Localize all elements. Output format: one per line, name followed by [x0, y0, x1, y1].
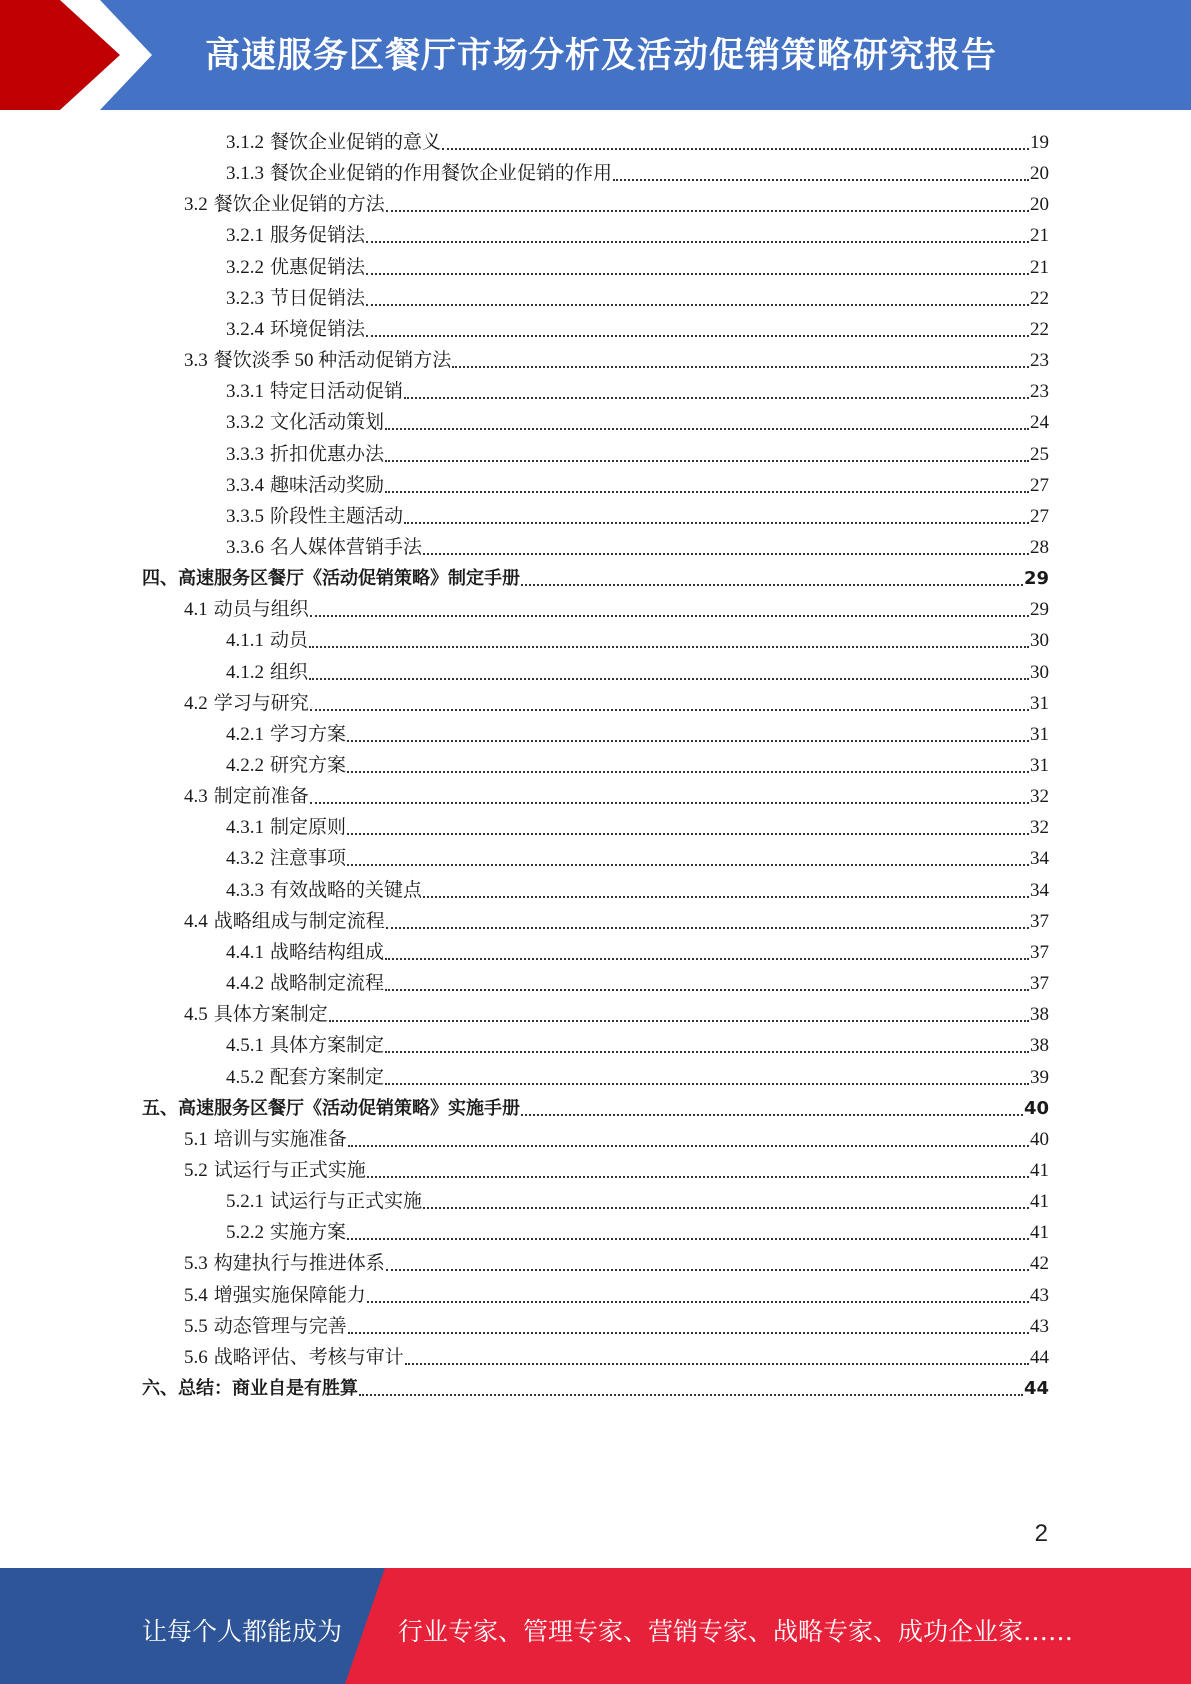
toc-entry[interactable] [226, 407, 1049, 438]
toc-entry[interactable] [184, 1124, 1049, 1155]
footer-slogan-right: 行业专家、管理专家、营销专家、战略专家、成功企业家…… [398, 1617, 1074, 1646]
toc-leader-dots [366, 304, 1029, 306]
toc-entry[interactable] [184, 999, 1049, 1030]
toc-entry[interactable] [226, 1062, 1049, 1093]
toc-leader-dots [405, 1363, 1029, 1365]
toc-entry-label: 动态管理与完善 [213, 1315, 347, 1337]
toc-entry-page: 34 [1030, 879, 1049, 901]
toc-leader-dots [385, 1051, 1029, 1053]
toc-entry[interactable] [226, 439, 1049, 470]
toc-entry-page: 23 [1030, 381, 1049, 403]
toc-entry[interactable] [184, 345, 1049, 376]
toc-entry-label: 战略制定流程 [270, 973, 385, 995]
toc-entry-page: 22 [1030, 287, 1049, 309]
toc-entry-page: 30 [1030, 630, 1049, 652]
toc-entry-number: 3.3 [184, 350, 208, 372]
toc-entry-label: 制定前准备 [213, 786, 309, 808]
toc-entry-label: 战略评估、考核与审计 [213, 1346, 404, 1368]
toc-entry-label: 试运行与正式实施 [270, 1191, 423, 1213]
toc-entry-page: 37 [1030, 910, 1049, 932]
toc-entry-page: 42 [1030, 1253, 1049, 1275]
toc-entry-page: 32 [1030, 786, 1049, 808]
toc-leader-dots [423, 553, 1029, 555]
toc-entry-page: 20 [1030, 163, 1049, 185]
toc-leader-dots [366, 241, 1029, 243]
toc-entry-label: 具体方案制定 [213, 1004, 328, 1026]
toc-entry-page: 31 [1030, 755, 1049, 776]
toc-entry[interactable] [226, 158, 1049, 189]
toc-entry-page: 29 [1023, 568, 1049, 590]
toc-entry-number: 4.3 [184, 786, 208, 808]
toc-entry-page: 32 [1030, 817, 1049, 839]
toc-leader-dots [521, 584, 1023, 586]
toc-entry-label: 试运行与正式实施 [213, 1159, 366, 1181]
toc-entry-label: 特定日活动促销 [270, 381, 404, 403]
toc-entry-page: 41 [1030, 1191, 1049, 1213]
toc-entry[interactable] [226, 220, 1049, 251]
toc-leader-dots [442, 148, 1029, 150]
toc-entry-label: 名人媒体营销手法 [270, 536, 423, 558]
toc-leader-dots [404, 522, 1029, 524]
toc-entry-page: 34 [1030, 848, 1049, 870]
toc-entry-label: 具体方案制定 [270, 1035, 385, 1057]
toc-leader-dots [385, 1083, 1029, 1085]
toc-entry-number: 5.2 [184, 1159, 208, 1181]
toc-entry-page: 20 [1030, 194, 1049, 216]
toc-leader-dots [452, 366, 1029, 368]
page-number: 2 [1034, 1520, 1048, 1547]
toc-entry[interactable] [226, 812, 1049, 843]
toc-entry-label: 配套方案制定 [270, 1066, 385, 1088]
toc-entry[interactable] [184, 1248, 1049, 1279]
toc-entry[interactable] [142, 563, 1049, 594]
toc-entry-page: 38 [1030, 1004, 1049, 1026]
toc-entry[interactable] [226, 532, 1049, 563]
toc-entry-label: 餐饮企业促销的作用餐饮企业促销的作用 [270, 163, 613, 185]
toc-entry-number: 4.1 [184, 599, 208, 621]
toc-entry[interactable] [184, 688, 1049, 719]
toc-entry-label: 高速服务区餐厅《活动促销策略》实施手册 [178, 1097, 520, 1119]
toc-entry-page: 25 [1030, 443, 1049, 465]
toc-entry-number: 5.4 [184, 1284, 208, 1306]
toc-entry-label: 培训与实施准备 [213, 1128, 347, 1150]
toc-entry[interactable] [226, 376, 1049, 407]
toc-entry-number: 3.1.2 [226, 132, 264, 153]
toc-entry-number: 5.5 [184, 1315, 208, 1337]
toc-leader-dots [423, 1207, 1029, 1209]
toc-leader-dots [521, 1114, 1023, 1116]
toc-leader-dots [386, 210, 1029, 212]
toc-entry[interactable] [226, 719, 1049, 750]
toc-entry[interactable] [142, 1373, 1049, 1404]
toc-entry[interactable] [226, 1030, 1049, 1061]
toc-entry-label: 文化活动策划 [270, 412, 385, 434]
toc-entry-label: 实施方案 [270, 1222, 347, 1244]
toc-entry-number: 4.3.3 [226, 879, 264, 901]
toc-entry-label: 学习方案 [270, 723, 347, 745]
toc-entry-number: 5.2.1 [226, 1191, 264, 1213]
toc-entry-label: 制定原则 [270, 817, 347, 839]
toc-entry[interactable] [226, 968, 1049, 999]
toc-entry-number: 4.4 [184, 910, 208, 932]
toc-entry[interactable] [226, 625, 1049, 656]
toc-entry-number: 五、 [142, 1097, 178, 1119]
toc-entry[interactable] [184, 189, 1049, 220]
toc-entry-page: 29 [1030, 599, 1049, 621]
toc-entry-page: 21 [1030, 256, 1049, 278]
toc-entry-label: 总结：商业自是有胜算 [178, 1378, 358, 1399]
toc-entry-page: 40 [1023, 1097, 1049, 1119]
toc-entry-number: 5.6 [184, 1346, 208, 1368]
toc-entry-label: 节日促销法 [270, 287, 366, 309]
toc-entry-number: 4.2.1 [226, 723, 264, 745]
toc-entry-number: 3.2.3 [226, 287, 264, 309]
toc-entry-label: 增强实施保障能力 [213, 1284, 366, 1306]
toc-entry[interactable] [226, 750, 1049, 781]
toc-entry-number: 四、 [142, 568, 178, 590]
toc-entry-page: 27 [1030, 474, 1049, 496]
toc-entry-number: 4.4.1 [226, 941, 264, 963]
toc-entry-label: 注意事项 [270, 848, 347, 870]
toc-leader-dots [347, 1238, 1029, 1240]
toc-entry-page: 44 [1030, 1346, 1049, 1368]
toc-entry[interactable] [226, 127, 1049, 158]
toc-entry-page: 41 [1030, 1159, 1049, 1181]
toc-entry-number: 4.5.1 [226, 1035, 264, 1057]
toc-entry-number: 4.1.2 [226, 661, 264, 683]
toc-leader-dots [347, 771, 1029, 773]
toc-entry-label: 组织 [270, 661, 309, 683]
toc-entry[interactable] [226, 843, 1049, 874]
toc-leader-dots [385, 460, 1029, 462]
toc-entry-page: 19 [1030, 132, 1049, 153]
toc-entry[interactable] [226, 875, 1049, 906]
toc-entry[interactable] [226, 252, 1049, 283]
toc-entry-page: 41 [1030, 1222, 1049, 1244]
toc-entry-label: 环境促销法 [270, 318, 366, 340]
toc-entry[interactable] [184, 1342, 1049, 1373]
toc-leader-dots [366, 335, 1029, 337]
toc-entry-page: 43 [1030, 1315, 1049, 1337]
toc-entry-number: 5.2.2 [226, 1222, 264, 1244]
toc-entry[interactable] [226, 470, 1049, 501]
toc-leader-dots [309, 646, 1029, 648]
toc-leader-dots [359, 1394, 1023, 1396]
toc-leader-dots [613, 179, 1029, 181]
toc-leader-dots [310, 802, 1029, 804]
toc-entry-number: 3.2.4 [226, 318, 264, 340]
toc-leader-dots [348, 1145, 1029, 1147]
toc-entry-number: 5.3 [184, 1253, 208, 1275]
toc-entry-number: 4.2 [184, 692, 208, 714]
toc-entry-page: 28 [1030, 536, 1049, 558]
toc-leader-dots [310, 615, 1029, 617]
toc-leader-dots [386, 927, 1029, 929]
toc-leader-dots [386, 1269, 1029, 1271]
toc-entry-number: 3.1.3 [226, 163, 264, 185]
toc-entry-number: 3.3.5 [226, 505, 264, 527]
toc-entry-page: 21 [1030, 225, 1049, 247]
toc-entry-label: 构建执行与推进体系 [213, 1253, 385, 1275]
toc-entry-number: 4.1.1 [226, 630, 264, 652]
toc-entry-number: 5.1 [184, 1128, 208, 1150]
toc-leader-dots [329, 1020, 1029, 1022]
toc-entry-number: 3.3.6 [226, 536, 264, 558]
toc-leader-dots [404, 397, 1029, 399]
toc-leader-dots [309, 678, 1029, 680]
toc-entry[interactable] [184, 594, 1049, 625]
toc-leader-dots [385, 958, 1029, 960]
toc-entry[interactable] [142, 1093, 1049, 1124]
toc-entry[interactable] [226, 937, 1049, 968]
toc-leader-dots [347, 864, 1029, 866]
toc-leader-dots [310, 709, 1029, 711]
toc-entry[interactable] [184, 1280, 1049, 1311]
toc-entry[interactable] [226, 283, 1049, 314]
toc-leader-dots [366, 273, 1029, 275]
toc-entry[interactable] [184, 1155, 1049, 1186]
toc-entry[interactable] [184, 1311, 1049, 1342]
toc-entry-label: 动员 [270, 630, 309, 652]
toc-entry-page: 31 [1030, 692, 1049, 714]
toc-entry-page: 39 [1030, 1066, 1049, 1088]
toc-entry-number: 3.2.2 [226, 256, 264, 278]
toc-entry[interactable] [226, 1217, 1049, 1248]
toc-entry-page: 37 [1030, 973, 1049, 995]
toc-entry-page: 40 [1030, 1128, 1049, 1150]
page-header [0, 0, 1191, 110]
toc-leader-dots [348, 1332, 1029, 1334]
toc-entry-page: 44 [1023, 1378, 1049, 1399]
toc-entry-page: 23 [1030, 350, 1049, 372]
toc-entry-page: 27 [1030, 505, 1049, 527]
toc-entry[interactable] [226, 657, 1049, 688]
toc-entry-label: 阶段性主题活动 [270, 505, 404, 527]
toc-leader-dots [385, 428, 1029, 430]
toc-entry-number: 3.2 [184, 194, 208, 216]
toc-entry-label: 服务促销法 [270, 225, 366, 247]
toc-entry-number: 4.3.1 [226, 817, 264, 839]
toc-leader-dots [367, 1301, 1029, 1303]
toc-entry-number: 4.5 [184, 1004, 208, 1026]
toc-entry-number: 4.5.2 [226, 1066, 264, 1088]
footer-slogan-left: 让每个人都能成为 [142, 1617, 343, 1646]
toc-entry[interactable] [226, 501, 1049, 532]
toc-leader-dots [347, 740, 1029, 742]
toc-entry-label: 餐饮企业促销的方法 [213, 194, 385, 216]
toc-entry-number: 3.3.3 [226, 443, 264, 465]
toc-entry-number: 3.3.1 [226, 381, 264, 403]
toc-entry-number: 3.3.2 [226, 412, 264, 434]
toc-entry-label: 学习与研究 [213, 692, 309, 714]
toc-entry-number: 3.3.4 [226, 474, 264, 496]
toc-entry-page: 43 [1030, 1284, 1049, 1306]
toc-entry[interactable] [226, 1186, 1049, 1217]
toc-entry-label: 折扣优惠办法 [270, 443, 385, 465]
toc-entry-label: 有效战略的关键点 [270, 879, 423, 901]
toc-entry-label: 餐饮企业促销的意义 [270, 132, 442, 153]
toc-entry-label: 餐饮淡季 50 种活动促销方法 [213, 350, 452, 372]
toc-entry-page: 31 [1030, 723, 1049, 745]
toc-entry-label: 战略组成与制定流程 [213, 910, 385, 932]
toc-entry-page: 38 [1030, 1035, 1049, 1057]
toc-leader-dots [385, 989, 1029, 991]
toc-entry-number: 六、 [142, 1378, 178, 1399]
toc-entry-label: 研究方案 [270, 755, 347, 776]
toc-entry-label: 动员与组织 [213, 599, 309, 621]
toc-leader-dots [385, 491, 1029, 493]
toc-entry-label: 战略结构组成 [270, 941, 385, 963]
toc-entry-page: 22 [1030, 318, 1049, 340]
toc-leader-dots [347, 833, 1029, 835]
toc-entry-number: 4.4.2 [226, 973, 264, 995]
toc-leader-dots [367, 1176, 1029, 1178]
toc-entry-label: 高速服务区餐厅《活动促销策略》制定手册 [178, 568, 520, 590]
toc-entry[interactable] [226, 314, 1049, 345]
toc-entry[interactable] [184, 781, 1049, 812]
toc-entry-label: 趣味活动奖励 [270, 474, 385, 496]
toc-entry-page: 24 [1030, 412, 1049, 434]
report-title: 高速服务区餐厅市场分析及活动促销策略研究报告 [205, 36, 998, 76]
toc-entry-label: 优惠促销法 [270, 256, 366, 278]
toc-entry-number: 3.2.1 [226, 225, 264, 247]
toc-entry-page: 30 [1030, 661, 1049, 683]
toc-entry-number: 4.3.2 [226, 848, 264, 870]
page-footer [0, 1568, 1191, 1684]
toc-entry-number: 4.2.2 [226, 755, 264, 776]
toc-entry-page: 37 [1030, 941, 1049, 963]
toc-leader-dots [423, 896, 1029, 898]
toc-entry[interactable] [184, 906, 1049, 937]
